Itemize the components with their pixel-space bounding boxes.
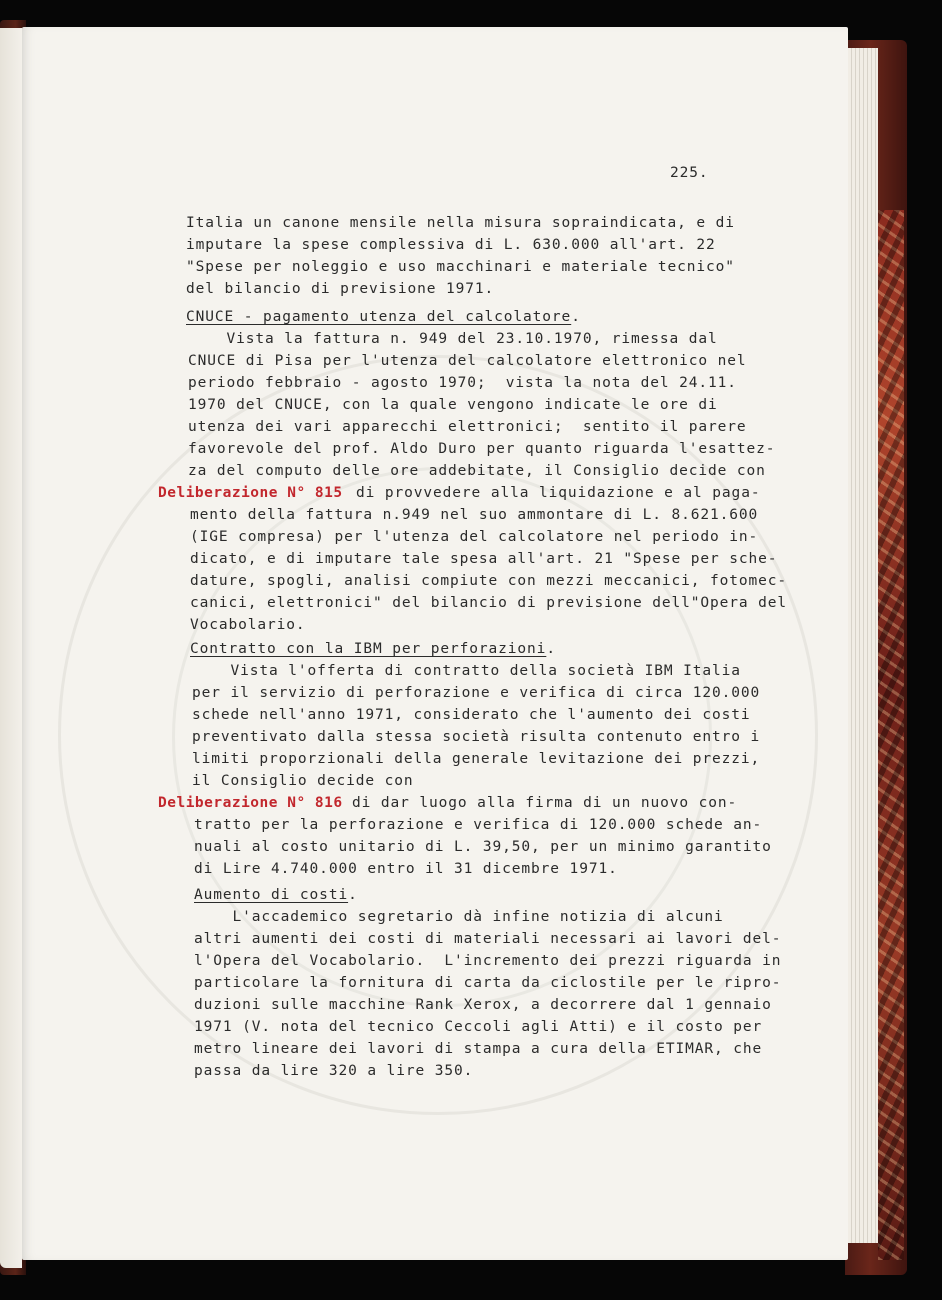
text-line: il Consiglio decide con xyxy=(192,773,414,789)
text-line: "Spese per noleggio e uso macchinari e materiale tecnico" xyxy=(186,259,735,275)
text-line: 1970 del CNUCE, con la quale vengono indicate le ore di xyxy=(188,397,718,413)
document-page xyxy=(22,27,848,1260)
section-heading-costi xyxy=(194,885,358,905)
text-line: metro lineare dei lavori di stampa a cura della ETIMAR, che xyxy=(194,1041,763,1057)
deliberation-label-815: Deliberazione N° 815 xyxy=(158,485,343,501)
text-line: (IGE compresa) per l'utenza del calcolatore nel periodo in- xyxy=(190,529,759,545)
text-line: particolare la fornitura di carta da ciclostile per le ripro- xyxy=(194,975,782,991)
text-line: tratto per la perforazione e verifica di 120.000 schede an- xyxy=(194,817,763,833)
text-line: dature, spogli, analisi compiute con mezzi meccanici, fotomec- xyxy=(190,573,788,589)
text-line: imputare la spese complessiva di L. 630.000 all'art. 22 xyxy=(186,237,716,253)
previous-page-edge xyxy=(0,28,22,1268)
heading-text: CNUCE - pagamento utenza del calcolatore xyxy=(186,309,572,325)
text-line: dicato, e di imputare tale spesa all'art. 21 "Spese per sche- xyxy=(190,551,778,567)
text-line: periodo febbraio - agosto 1970; vista la nota del 24.11. xyxy=(188,375,737,391)
heading-text: Contratto con la IBM per perforazioni xyxy=(190,641,547,657)
text-line: per il servizio di perforazione e verifica di circa 120.000 xyxy=(192,685,761,701)
text-line: Vista la fattura n. 949 del 23.10.1970, rimessa dal xyxy=(188,331,718,347)
deliberation-label-816: Deliberazione N° 816 xyxy=(158,795,343,811)
text-line: l'Opera del Vocabolario. L'incremento dei prezzi riguarda in xyxy=(194,953,782,969)
text-line: del bilancio di previsione 1971. xyxy=(186,281,495,297)
heading-punct: . xyxy=(348,887,358,903)
page-stack-edges xyxy=(848,48,878,1243)
section-heading-ibm xyxy=(190,639,556,659)
text-line: preventivato dalla stessa società risulta contenuto entro i xyxy=(192,729,761,745)
text-line: schede nell'anno 1971, considerato che l'aumento dei costi xyxy=(192,707,751,723)
text-line: di dar luogo alla firma di un nuovo con- xyxy=(352,795,738,811)
text-line: canici, elettronici" del bilancio di previsione dell"Opera del xyxy=(190,595,788,611)
section-heading-cnuce xyxy=(186,307,581,327)
text-line: CNUCE di Pisa per l'utenza del calcolatore elettronico nel xyxy=(188,353,747,369)
text-line: utenza dei vari apparecchi elettronici; sentito il parere xyxy=(188,419,747,435)
text-line: favorevole del prof. Aldo Duro per quanto riguarda l'esattez- xyxy=(188,441,776,457)
text-line: duzioni sulle macchine Rank Xerox, a decorrere dal 1 gennaio xyxy=(194,997,772,1013)
heading-text: Aumento di costi xyxy=(194,887,349,903)
text-line: di Lire 4.740.000 entro il 31 dicembre 1971. xyxy=(194,861,618,877)
text-line: za del computo delle ore addebitate, il Consiglio decide con xyxy=(188,463,766,479)
text-line: mento della fattura n.949 nel suo ammontare di L. 8.621.600 xyxy=(190,507,759,523)
text-line: limiti proporzionali della generale levitazione dei prezzi, xyxy=(192,751,761,767)
text-line: altri aumenti dei costi di materiali necessari ai lavori del- xyxy=(194,931,782,947)
text-line: passa da lire 320 a lire 350. xyxy=(194,1063,474,1079)
text-line: 1971 (V. nota del tecnico Ceccoli agli Atti) e il costo per xyxy=(194,1019,763,1035)
page-number: 225. xyxy=(670,165,709,181)
heading-punct: . xyxy=(571,309,581,325)
text-line: di provvedere alla liquidazione e al paga- xyxy=(356,485,761,501)
text-line: Vocabolario. xyxy=(190,617,306,633)
text-line: Italia un canone mensile nella misura sopraindicata, e di xyxy=(186,215,735,231)
text-line: Vista l'offerta di contratto della società IBM Italia xyxy=(192,663,741,679)
heading-punct: . xyxy=(546,641,556,657)
marbled-endpaper xyxy=(878,210,904,1260)
text-line: L'accademico segretario dà infine notizia di alcuni xyxy=(194,909,724,925)
text-line: nuali al costo unitario di L. 39,50, per un minimo garantito xyxy=(194,839,772,855)
